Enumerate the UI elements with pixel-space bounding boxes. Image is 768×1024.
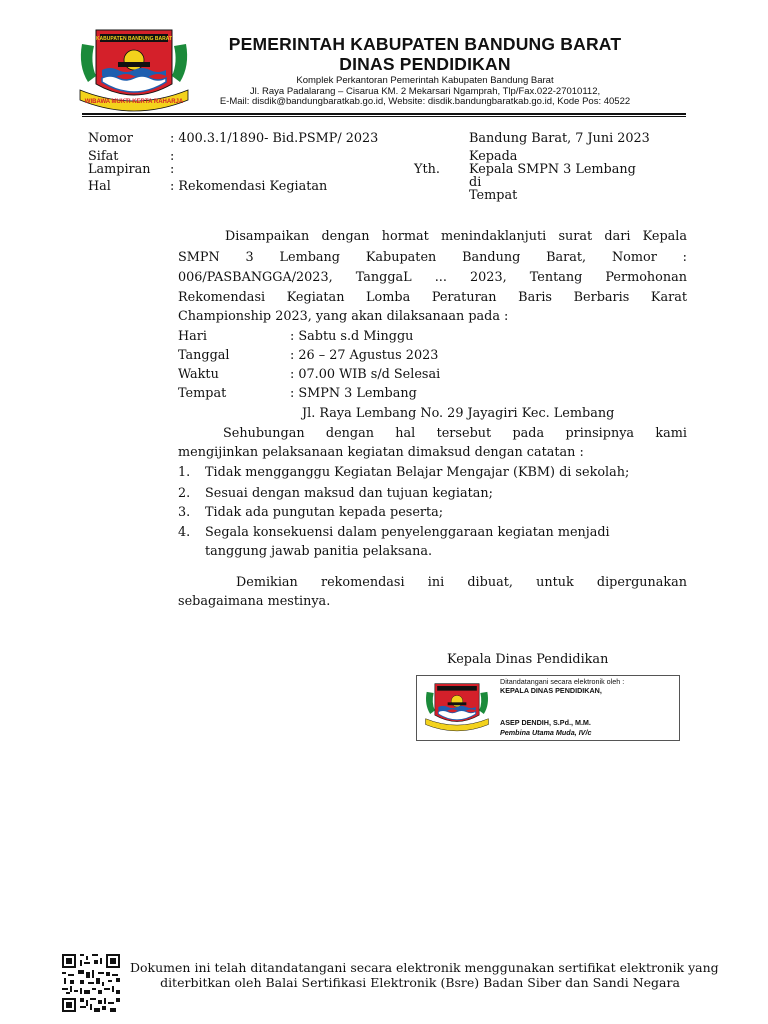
footer-note-line2: diterbitkan oleh Balai Sertifikasi Elektronik (Bsre) Badan Siber dan Sandi Negara (160, 975, 680, 990)
note-text-continuation: tanggung jawab panitia pelaksana. (205, 544, 433, 559)
nomor-label: Nomor (88, 131, 133, 146)
detail-value-hari: : Sabtu s.d Minggu (290, 329, 414, 344)
note-number: 2. (178, 486, 191, 501)
signer-name: ASEP DENDIH, S.Pd., M.M. (500, 718, 591, 727)
closing-line2: sebagaimana mestinya. (178, 594, 331, 609)
sifat-value: : (170, 149, 175, 164)
paragraph2-line2: mengijinkan pelaksanaan kegiatan dimaksud dengan catatan : (178, 445, 584, 460)
lampiran-value: : (170, 162, 175, 177)
note-number: 1. (178, 465, 191, 480)
note-text: Tidak mengganggu Kegiatan Belajar Mengajar (KBM) di sekolah; (205, 465, 630, 480)
kabupaten-logo (74, 26, 194, 114)
yth-label: Yth. (414, 162, 440, 177)
paragraph2-line1: Sehubungan dengan hal tersebut pada prinsipnya kami (223, 426, 687, 441)
kepada-label: Kepada (469, 149, 518, 164)
paragraph1-line: Disampaikan dengan hormat menindaklanjuti surat dari Kepala (225, 229, 687, 244)
logo-motto: WIBAWA MUKTI KERTA RAHARJA (84, 99, 184, 105)
signature-title: Kepala Dinas Pendidikan (447, 652, 609, 667)
recipient: Kepala SMPN 3 Lembang (469, 162, 636, 177)
detail-label-hari: Hari (178, 329, 207, 344)
signer-rank: Pembina Utama Muda, IV/c (500, 728, 592, 737)
paragraph1-line: SMPN 3 Lembang Kabupaten Bandung Barat, Nomor : (178, 250, 687, 265)
detail-value-tempat: : SMPN 3 Lembang (290, 386, 417, 401)
logo-text-top: KABUPATEN BANDUNG BARAT (95, 36, 173, 42)
header-divider (82, 113, 686, 117)
signer-position: KEPALA DINAS PENDIDIKAN, (500, 686, 602, 695)
hal-label: Hal (88, 179, 111, 194)
detail-label-waktu: Waktu (178, 367, 219, 382)
header-address-line1: Komplek Perkantoran Pemerintah Kabupaten Bandung Barat (296, 75, 554, 86)
nomor-value: : 400.3.1/1890- Bid.PSMP/ 2023 (170, 131, 379, 146)
note-text: Sesuai dengan maksud dan tujuan kegiatan; (205, 486, 493, 501)
detail-value-tanggal: : 26 – 27 Agustus 2023 (290, 348, 439, 363)
lampiran-label: Lampiran (88, 162, 151, 177)
detail-label-tempat: Tempat (178, 386, 227, 401)
detail-label-tanggal: Tanggal (178, 348, 230, 363)
header-contact-line: E-Mail: disdik@bandungbaratkab.go.id, Website: disdik.bandungbaratkab.go.id, Kode Pos: 40522 (219, 96, 631, 107)
paragraph1-line: Rekomendasi Kegiatan Lomba Peraturan Baris Berbaris Karat (178, 290, 687, 305)
signature-logo (422, 679, 492, 735)
qr-code-icon (62, 954, 120, 1012)
di-label: di (469, 175, 482, 190)
note-number: 3. (178, 505, 191, 520)
detail-value-waktu: : 07.00 WIB s/d Selesai (290, 367, 441, 382)
sifat-label: Sifat (88, 149, 119, 164)
note-number: 4. (178, 525, 191, 540)
note-text: Tidak ada pungutan kepada peserta; (205, 505, 444, 520)
signed-by-label: Ditandatangani secara elektronik oleh : (500, 677, 625, 686)
paragraph1-line: 006/PASBANGGA/2023, TanggaL ... 2023, Tentang Permohonan (178, 270, 687, 285)
hal-value: : Rekomendasi Kegiatan (170, 179, 328, 194)
footer-note-line1: Dokumen ini telah ditandatangani secara elektronik menggunakan sertifikat elektronik yang (130, 960, 719, 975)
closing-line1: Demikian rekomendasi ini dibuat, untuk dipergunakan (236, 575, 687, 590)
header-government-name: PEMERINTAH KABUPATEN BANDUNG BARAT (228, 34, 622, 54)
header-office-name: DINAS PENDIDIKAN (339, 54, 511, 74)
paragraph1-last-line: Championship 2023, yang akan dilaksanaan pada : (178, 309, 509, 324)
tempat-label: Tempat (469, 188, 518, 203)
note-text: Segala konsekuensi dalam penyelenggaraan kegiatan menjadi (205, 525, 610, 540)
detail-address: Jl. Raya Lembang No. 29 Jayagiri Kec. Lembang (302, 406, 615, 421)
place-date: Bandung Barat, 7 Juni 2023 (469, 131, 650, 146)
header-address-line2: Jl. Raya Padalarang – Cisarua KM. 2 Mekarsari Ngamprah, Tlp/Fax.022-27010112, (249, 86, 601, 97)
